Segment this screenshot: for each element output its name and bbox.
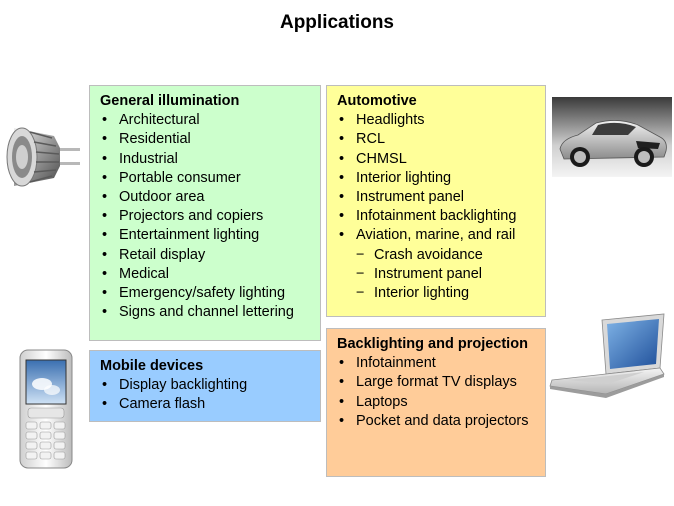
list-item: • Display backlighting <box>100 376 312 395</box>
list-item: • Pocket and data projectors <box>337 412 537 431</box>
list-item: • Emergency/safety lighting <box>100 284 312 303</box>
mobile-phone-icon <box>18 348 74 470</box>
list-item: • Laptops <box>337 393 537 412</box>
list-item: • Residential <box>100 130 312 149</box>
mobile-devices-box <box>89 350 321 422</box>
mobile-devices-list <box>100 376 312 414</box>
general-illumination-list <box>100 111 312 322</box>
list-item: • Headlights <box>337 111 537 130</box>
led-bulb-icon <box>4 118 82 196</box>
backlighting-projection-heading: Backlighting and projection <box>337 336 528 352</box>
list-item: • Industrial <box>100 150 312 169</box>
list-item: • Interior lighting <box>337 169 537 188</box>
sub-list-item: − Crash avoidance <box>337 246 537 265</box>
automotive-heading: Automotive <box>337 93 417 109</box>
list-item: • Aviation, marine, and rail <box>337 226 537 245</box>
sports-car-icon <box>552 97 672 177</box>
list-item: • Instrument panel <box>337 188 537 207</box>
list-item: • Portable consumer <box>100 169 312 188</box>
sub-list-item: − Interior lighting <box>337 284 537 303</box>
list-item: • Infotainment backlighting <box>337 207 537 226</box>
list-item: • CHMSL <box>337 150 537 169</box>
list-item: • Architectural <box>100 111 312 130</box>
mobile-devices-heading: Mobile devices <box>100 358 204 374</box>
backlighting-projection-box <box>326 328 546 477</box>
list-item: • Medical <box>100 265 312 284</box>
list-item: • Large format TV displays <box>337 373 537 392</box>
list-item: • Entertainment lighting <box>100 226 312 245</box>
general-illumination-box <box>89 85 321 341</box>
automotive-box <box>326 85 546 317</box>
sub-list-item: − Instrument panel <box>337 265 537 284</box>
automotive-list <box>337 111 537 303</box>
list-item: • Outdoor area <box>100 188 312 207</box>
list-item: • RCL <box>337 130 537 149</box>
list-item: • Camera flash <box>100 395 312 414</box>
list-item: • Signs and channel lettering <box>100 303 312 322</box>
general-illumination-heading: General illumination <box>100 93 240 109</box>
page-title: Applications <box>279 12 394 33</box>
list-item: • Retail display <box>100 246 312 265</box>
list-item: • Infotainment <box>337 354 537 373</box>
backlighting-projection-list <box>337 354 537 431</box>
laptop-icon <box>548 312 668 406</box>
list-item: • Projectors and copiers <box>100 207 312 226</box>
